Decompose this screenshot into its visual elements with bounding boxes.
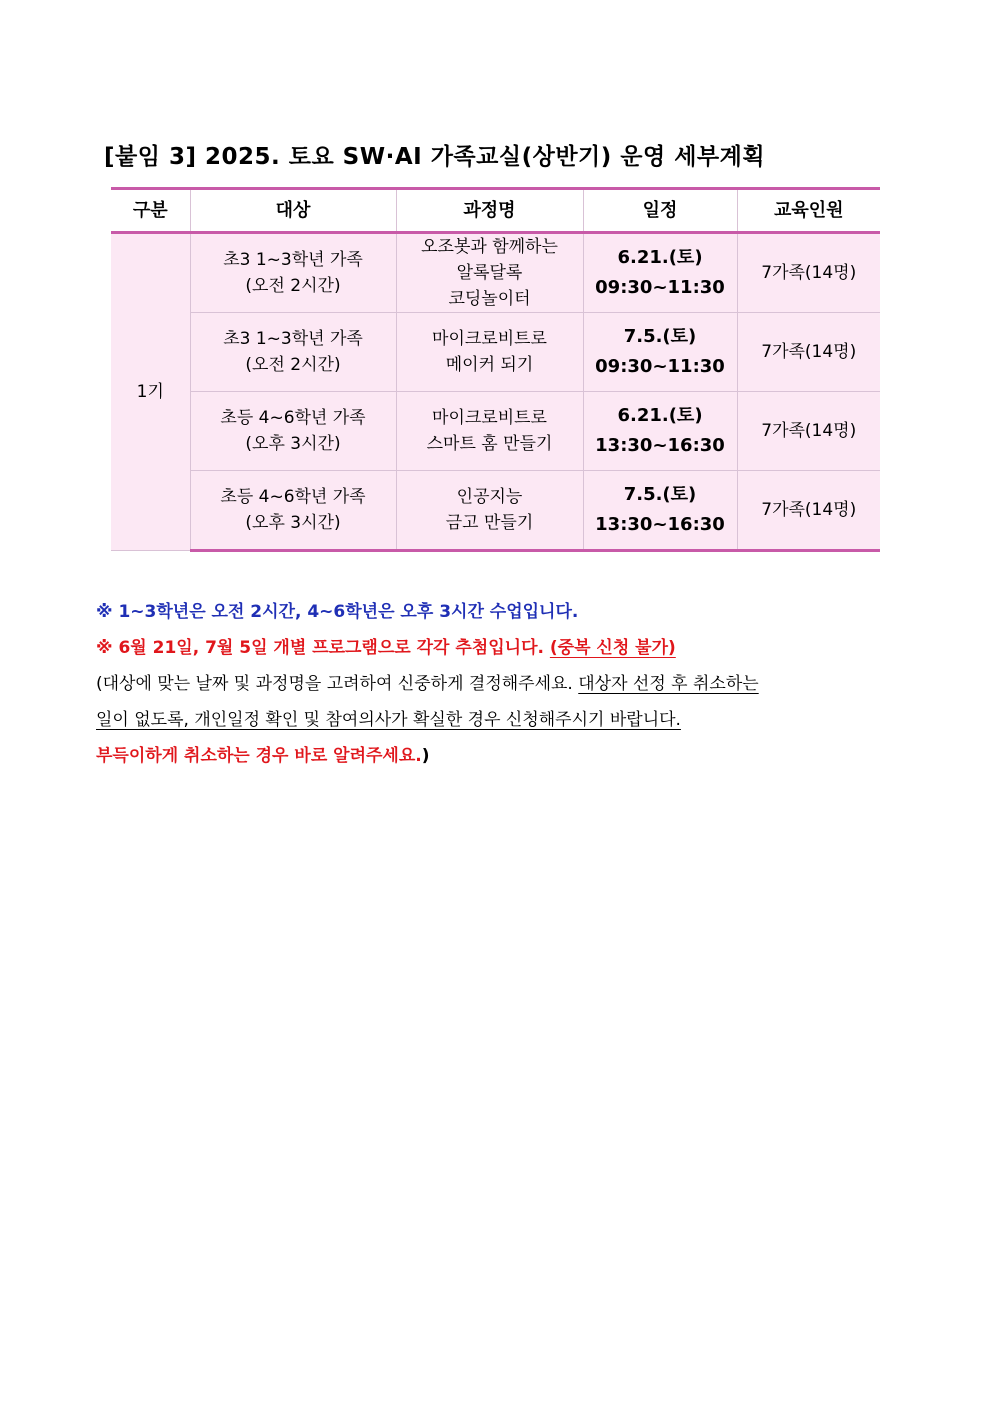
note-cancel-notice: 부득이하게 취소하는 경우 바로 알려주세요. bbox=[96, 746, 422, 766]
date-day: 7.5.(토) bbox=[623, 326, 697, 347]
table-row bbox=[111, 313, 880, 392]
table-row bbox=[111, 233, 880, 313]
course-line: 금고 만들기 bbox=[445, 513, 534, 533]
table-row bbox=[111, 392, 880, 471]
note-lottery-text: ※ 6월 21일, 7월 5일 개별 프로그램으로 각각 추첨입니다. bbox=[96, 638, 550, 658]
note-class-hours: ※ 1~3학년은 오전 2시간, 4~6학년은 오후 3시간 수업입니다. bbox=[96, 602, 579, 622]
header-schedule: 일정 bbox=[583, 189, 737, 233]
target-cell bbox=[190, 233, 396, 313]
note-confirm-text: 일이 없도록, 개인일정 확인 및 참여의사가 확실한 경우 신청해주시기 바랍니다. bbox=[96, 710, 681, 730]
document-title: [붙임 3] 2025. 토요 SW·AI 가족교실(상반기) 운영 세부계획 bbox=[104, 144, 766, 170]
capacity-cell: 7가족(14명) bbox=[737, 233, 880, 313]
date-time: 09:30~11:30 bbox=[595, 277, 725, 298]
date-cell bbox=[583, 233, 737, 313]
table-header-row bbox=[111, 189, 880, 233]
target-cell bbox=[190, 313, 396, 392]
course-cell bbox=[396, 233, 583, 313]
date-time: 13:30~16:30 bbox=[595, 514, 725, 535]
header-category: 구분 bbox=[111, 189, 190, 233]
date-time: 09:30~11:30 bbox=[595, 356, 725, 377]
note-no-duplicate: (중복 신청 불가) bbox=[549, 638, 676, 658]
target-line: (오전 2시간) bbox=[245, 355, 341, 375]
target-line: (오전 2시간) bbox=[245, 276, 341, 296]
notes-section bbox=[96, 594, 916, 774]
date-cell bbox=[583, 313, 737, 392]
note-close-paren: ) bbox=[421, 746, 430, 766]
course-line: 스마트 홈 만들기 bbox=[426, 434, 553, 454]
target-line: 초등 4~6학년 가족 bbox=[220, 487, 366, 507]
note-cancel-warning: 대상자 선정 후 취소하는 bbox=[578, 674, 759, 694]
course-line: 마이크로비트로 bbox=[432, 329, 547, 349]
note-lottery bbox=[96, 630, 916, 666]
course-cell bbox=[396, 471, 583, 551]
date-day: 7.5.(토) bbox=[623, 484, 697, 505]
date-cell bbox=[583, 392, 737, 471]
table-row bbox=[111, 471, 880, 551]
header-course: 과정명 bbox=[396, 189, 583, 233]
capacity-cell: 7가족(14명) bbox=[737, 392, 880, 471]
date-time: 13:30~16:30 bbox=[595, 435, 725, 456]
course-line: 알록달록 bbox=[456, 263, 523, 283]
course-cell bbox=[396, 313, 583, 392]
course-line: 인공지능 bbox=[456, 487, 523, 507]
course-line: 메이커 되기 bbox=[445, 355, 534, 375]
schedule-table bbox=[111, 187, 880, 552]
note-guidance-text: (대상에 맞는 날짜 및 과정명을 고려하여 신중하게 결정해주세요. bbox=[96, 674, 579, 694]
group-cell: 1기 bbox=[111, 233, 190, 551]
course-line: 코딩놀이터 bbox=[448, 289, 531, 309]
date-day: 6.21.(토) bbox=[617, 247, 703, 268]
header-target: 대상 bbox=[190, 189, 396, 233]
course-line: 마이크로비트로 bbox=[432, 408, 547, 428]
target-line: 초등 4~6학년 가족 bbox=[220, 408, 366, 428]
target-cell bbox=[190, 392, 396, 471]
capacity-cell: 7가족(14명) bbox=[737, 471, 880, 551]
note-confirm-line bbox=[96, 702, 916, 738]
course-line: 오조봇과 함께하는 bbox=[421, 237, 558, 257]
target-line: (오후 3시간) bbox=[245, 513, 341, 533]
target-line: 초3 1~3학년 가족 bbox=[223, 329, 363, 349]
date-cell bbox=[583, 471, 737, 551]
date-day: 6.21.(토) bbox=[617, 405, 703, 426]
course-cell bbox=[396, 392, 583, 471]
note-guidance-line bbox=[96, 666, 916, 702]
capacity-cell: 7가족(14명) bbox=[737, 313, 880, 392]
target-line: 초3 1~3학년 가족 bbox=[223, 250, 363, 270]
header-capacity: 교육인원 bbox=[737, 189, 880, 233]
target-cell bbox=[190, 471, 396, 551]
target-line: (오후 3시간) bbox=[245, 434, 341, 454]
note-cancel-line bbox=[96, 738, 916, 774]
